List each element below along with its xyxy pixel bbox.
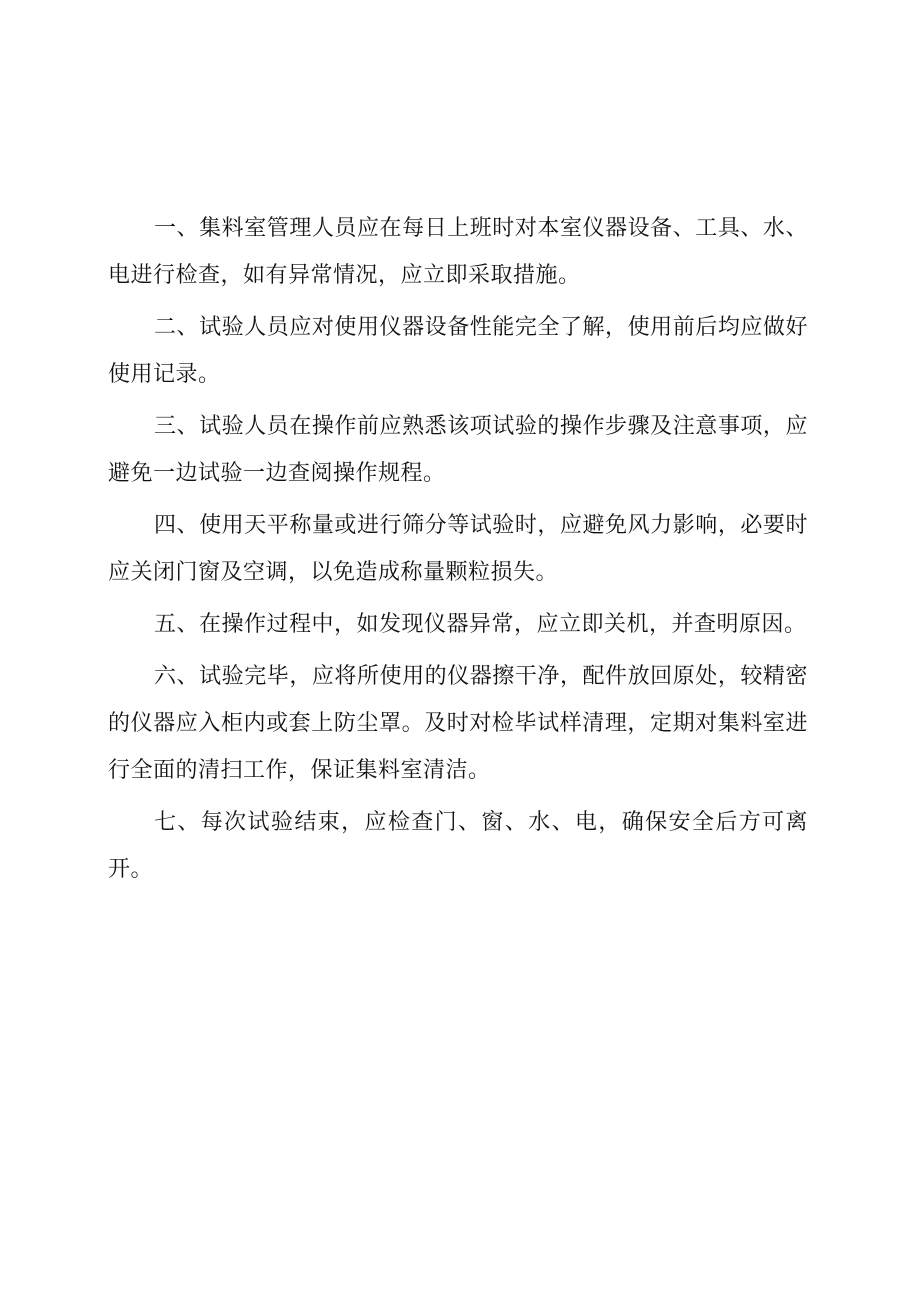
rule-paragraph-6: 六、试验完毕，应将所使用的仪器擦干净，配件放回原处，较精密的仪器应入柜内或套上防尘罩。及时对检毕试样清理，定期对集料室进行全面的清扫工作，保证集料室清洁。	[108, 664, 808, 783]
document-page	[108, 205, 808, 898]
rule-paragraph-3: 三、试验人员在操作前应熟悉该项试验的操作步骤及注意事项，应避免一边试验一边查阅操作规程。	[108, 414, 808, 486]
rule-paragraph-4: 四、使用天平称量或进行筛分等试验时，应避免风力影响，必要时应关闭门窗及空调，以免造成称量颗粒损失。	[108, 513, 808, 585]
rule-paragraph-5: 五、在操作过程中，如发现仪器异常，应立即关机，并查明原因。	[154, 612, 807, 637]
rule-paragraph-1: 一、集料室管理人员应在每日上班时对本室仪器设备、工具、水、电进行检查，如有异常情况，应立即采取措施。	[108, 216, 808, 288]
rule-paragraph-2: 二、试验人员应对使用仪器设备性能完全了解，使用前后均应做好使用记录。	[108, 315, 808, 387]
rule-paragraph-7: 七、每次试验结束，应检查门、窗、水、电，确保安全后方可离开。	[108, 810, 808, 882]
